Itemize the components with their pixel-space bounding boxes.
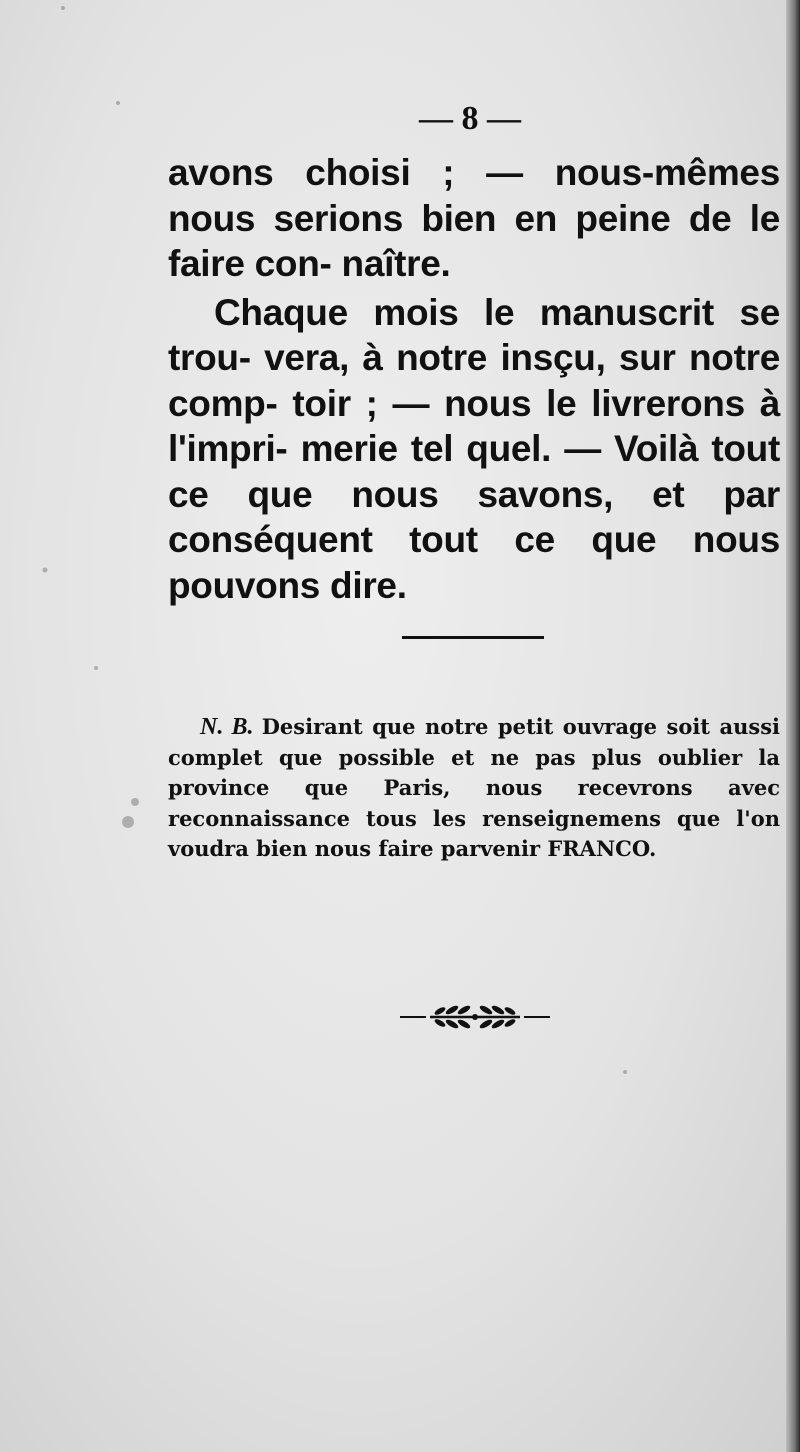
page-number: — 8 — [419, 100, 521, 137]
page-edge-shadow [786, 0, 800, 1452]
text-line: serions bien en peine de le faire con- [168, 197, 780, 284]
note-line: FRANCO. [547, 836, 657, 861]
text-line: Chaque mois le manuscrit se trou- [168, 291, 780, 378]
section-divider-rule [402, 636, 544, 639]
nota-bene-note [168, 712, 780, 865]
text-line: avons choisi ; — nous-mêmes nous [168, 152, 780, 239]
text-line: nous savons, et par conséquent tout [168, 473, 780, 560]
leaf-ornament-icon [400, 1000, 550, 1034]
paragraph-1 [168, 150, 780, 287]
note-line: oublier la province que Paris, nous recevrons [168, 744, 781, 800]
paragraph-2 [168, 290, 780, 609]
text-line: naître. [341, 243, 451, 284]
text-line: toir ; — nous le livrerons à l'impri- [168, 382, 781, 469]
note-line: Desirant que notre petit ouvrage soit [261, 714, 720, 739]
note-label: N. B. [200, 714, 262, 740]
note-line: aussi complet que possible et ne pas plus [168, 714, 780, 770]
text-line: ce que nous pouvons dire. [168, 519, 780, 606]
note-paragraph [168, 712, 780, 865]
text-line: merie tel quel. — Voilà tout ce que [168, 428, 780, 515]
text-line: vera, à notre insçu, sur notre comp- [168, 337, 781, 424]
note-line: avec reconnaissance tous les renseignemens [168, 775, 780, 831]
body-text [168, 150, 780, 608]
note-line: que l'on voudra bien nous faire parvenir [168, 805, 780, 861]
